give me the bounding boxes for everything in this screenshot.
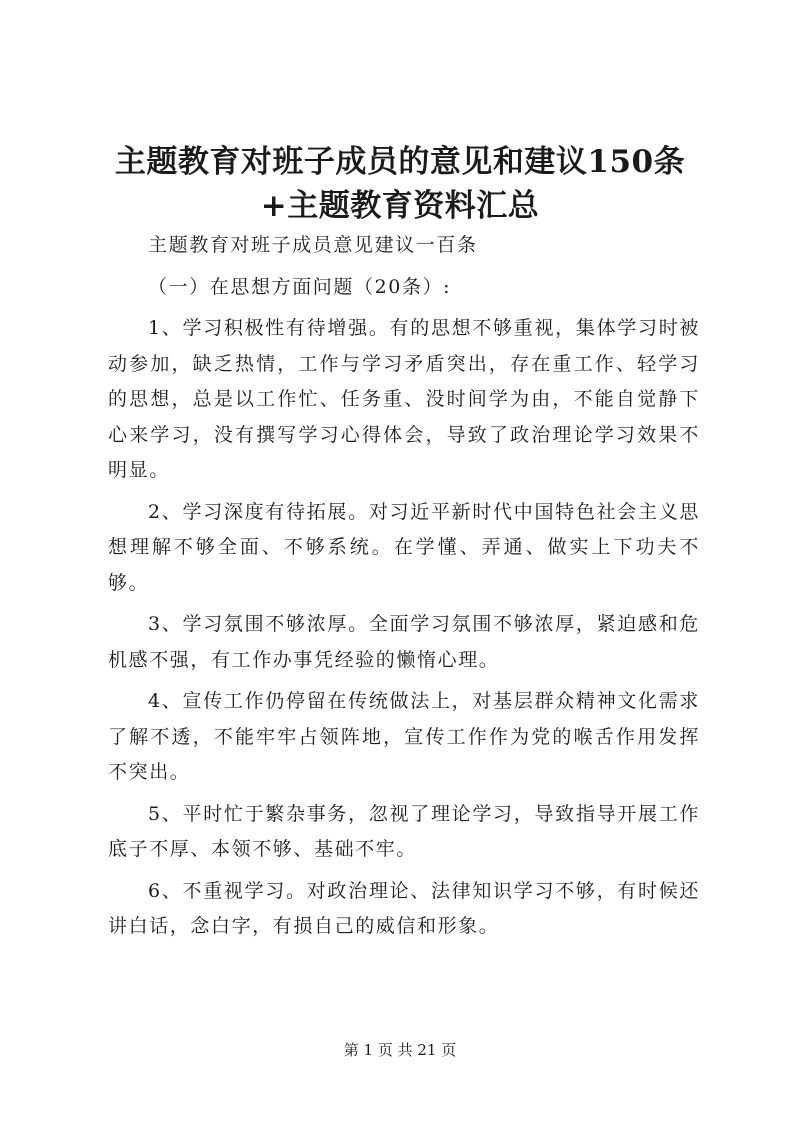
document-subtitle: 主题教育对班子成员意见建议一百条 [148,234,478,256]
page-number-footer: 第 1 页 共 21 页 [343,1041,457,1059]
document-body [108,228,700,951]
list-item-6: 6、不重视学习。对政治理论、法律知识学习不够，有时候还讲白话，念白字，有损自己的威信和形象。 [108,879,700,937]
list-item-2: 2、学习深度有待拓展。对习近平新时代中国特色社会主义思想理解不够全面、不够系统。在学懂、弄通、做实上下功夫不够。 [108,500,700,594]
list-item-5: 5、平时忙于繁杂事务，忽视了理论学习，导致指导开展工作底子不厚、本领不够、基础不牢。 [108,802,700,860]
list-item-4: 4、宣传工作仍停留在传统做法上，对基层群众精神文化需求了解不透，不能牢牢占领阵地，宣传工作作为党的喉舌作用发挥不突出。 [108,690,700,783]
list-item-1: 1、学习积极性有待增强。有的思想不够重视，集体学习时被动参加，缺乏热情，工作与学习矛盾突出，存在重工作、轻学习的思想，总是以工作忙、任务重、没时间学为由，不能自觉静下心来学习，没有撰写学习心得体会，导致了政治理论学习效果不明显。 [108,317,700,481]
section-heading: （一）在思想方面问题（20条）: [148,275,452,298]
list-item-3: 3、学习氛围不够浓厚。全面学习氛围不够浓厚，紧迫感和危机感不强，有工作办事凭经验的懒惰心理。 [108,613,700,671]
document-title: 主题教育对班子成员的意见和建议150条+主题教育资料汇总 [114,144,686,224]
